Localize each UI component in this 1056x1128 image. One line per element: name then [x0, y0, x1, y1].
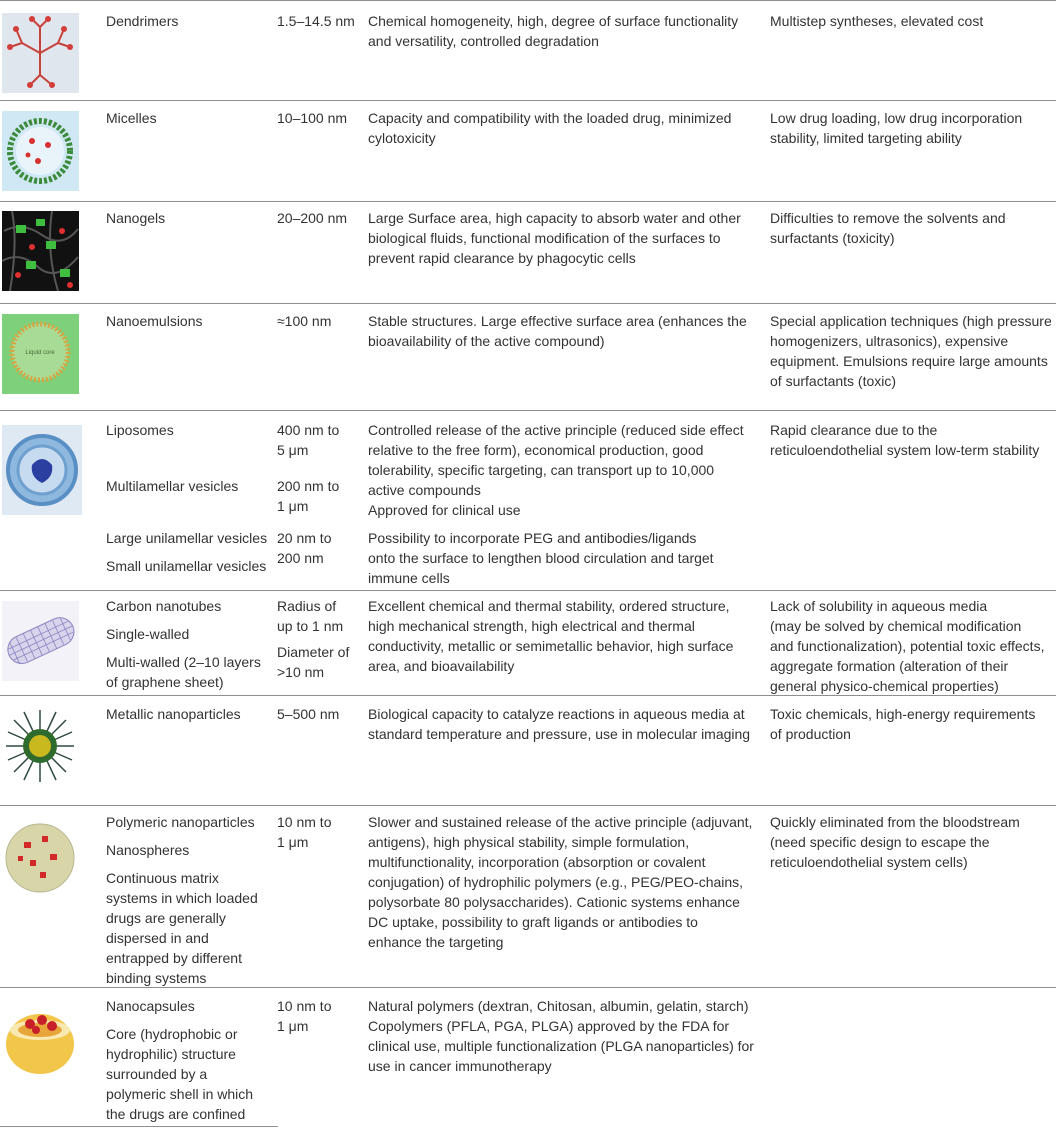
size-range: 5–500 nm: [277, 706, 340, 722]
nanocarrier-name: Nanogels: [106, 210, 166, 226]
nanocapsule-icon: [2, 1000, 79, 1080]
size-range: 400 nm to 5 μm: [277, 422, 340, 458]
table-row-polymeric-nanoparticles: [0, 805, 1056, 988]
nanocarrier-name: Nanoemulsions: [106, 313, 203, 329]
disadvantages-text: Lack of solubility in aqueous media (may be solved by chemical modification and functionalization), potential toxic effects, aggregate formation (alteration of their general physico-chemical properties): [770, 598, 1045, 694]
advantages-text: Controlled release of the active principle (reduced side effect relative to the free form), economical production, good tolerability, specific targeting, can transport up to 10,000 active compounds Approved for clinical use: [368, 422, 744, 518]
advantages-text-unilamellar: Possibility to incorporate PEG and antibodies/ligands onto the surface to lengthen blood circulation and target immune cells: [368, 530, 714, 586]
disadvantages-text: Multistep syntheses, elevated cost: [770, 13, 984, 29]
table-row-liposomes: [0, 410, 1056, 591]
size-range: 20–200 nm: [277, 210, 348, 226]
advantages-text: Biological capacity to catalyze reactions in aqueous media at standard temperature and pressure, use in molecular imaging: [368, 706, 751, 742]
size-range: ≈100 nm: [277, 313, 332, 329]
advantages-text: Slower and sustained release of the active principle (adjuvant, antigens), high physical stability, simple formulation, multifunctionality, incorporation (absorption or covalent conjugation) of hydrophilic polymers (e.g., PEG/PEO-chains, polysorbate 80 polysaccharides). Cationic systems enhance DC uptake, possibility to graft ligands or antibodies to enhance the targeting: [368, 814, 753, 950]
disadvantages-text: Toxic chemicals, high-energy requirements of production: [770, 706, 1036, 742]
table-row-metallic-nanoparticles: [0, 695, 1056, 806]
size-range: 10 nm to 1 μm: [277, 998, 332, 1034]
nanotube-subtype-multi-walled: Multi-walled (2–10 layers of graphene sheet): [106, 654, 261, 690]
size-range: 10–100 nm: [277, 110, 348, 126]
table-row-nanocapsules: [0, 987, 1056, 1127]
advantages-text: Stable structures. Large effective surface area (enhances the bioavailability of the active compound): [368, 313, 747, 349]
table-row-nanoemulsions: [0, 303, 1056, 411]
liposome-subtype-small-unilamellar: Small unilamellar vesicles: [106, 558, 267, 574]
nanocarrier-name: Dendrimers: [106, 13, 179, 29]
table-row-carbon-nanotubes: [0, 590, 1056, 696]
table-row-micelles: [0, 100, 1056, 202]
size-range: Radius of up to 1 nm: [277, 598, 344, 634]
size-range-unilamellar: 20 nm to 200 nm: [277, 530, 332, 566]
advantages-text: Capacity and compatibility with the loaded drug, minimized cylotoxicity: [368, 110, 732, 146]
nanocapsules-description: Core (hydrophobic or hydrophilic) structure surrounded by a polymeric shell in which the drugs are confined: [106, 1026, 254, 1122]
liposome-subtype-large-unilamellar: Large unilamellar vesicles: [106, 530, 268, 546]
liposome-icon: [2, 425, 82, 515]
nanogel-icon: [2, 211, 79, 291]
disadvantages-text: Difficulties to remove the solvents and surfactants (toxicity): [770, 210, 1006, 246]
nanotube-subtype-single-walled: Single-walled: [106, 626, 190, 642]
nanocarrier-name: Micelles: [106, 110, 157, 126]
nanocarrier-name: Liposomes: [106, 422, 174, 438]
nanoemulsion-icon: [2, 314, 79, 394]
carbon-nanotube-icon: [2, 601, 79, 681]
size-range-multilamellar: 200 nm to 1 μm: [277, 478, 340, 514]
disadvantages-text: Rapid clearance due to the reticuloendothelial system low-term stability: [770, 422, 1040, 458]
dendrimer-icon: [2, 13, 79, 93]
nanocarrier-name: Polymeric nanoparticles: [106, 814, 255, 830]
nanocarrier-name: Metallic nanoparticles: [106, 706, 241, 722]
polymeric-nanoparticle-icon: [2, 818, 79, 898]
nanocarrier-name: Nanocapsules: [106, 998, 195, 1014]
nanocarrier-name: Carbon nanotubes: [106, 598, 222, 614]
advantages-text: Excellent chemical and thermal stability, ordered structure, high mechanical strength, high electrical and thermal conductivity, metallic or semimetallic behavior, high surface area, and bioavailability: [368, 598, 734, 674]
polymeric-subtype-nanospheres: Nanospheres: [106, 842, 190, 858]
micelle-icon: [2, 111, 79, 191]
table-row-nanogels: [0, 201, 1056, 304]
disadvantages-text: Quickly eliminated from the bloodstream (need specific design to escape the reticuloendothelial system cells): [770, 814, 1020, 870]
size-range-multi-walled: Diameter of >10 nm: [277, 644, 350, 680]
advantages-text: Chemical homogeneity, high, degree of surface functionality and versatility, controlled degradation: [368, 13, 739, 49]
table-bottom-rule: [0, 1126, 278, 1127]
nanospheres-description: Continuous matrix systems in which loaded drugs are generally dispersed in and entrapped by different binding systems: [106, 870, 258, 986]
size-range: 1.5–14.5 nm: [277, 13, 355, 29]
disadvantages-text: Low drug loading, low drug incorporation stability, limited targeting ability: [770, 110, 1023, 146]
size-range: 10 nm to 1 μm: [277, 814, 332, 850]
disadvantages-text: Special application techniques (high pressure homogenizers, ultrasonics), expensive equipment. Emulsions require large amounts of surfactants (toxic): [770, 313, 1052, 389]
metallic-nanoparticle-icon: [2, 706, 79, 786]
advantages-text: Large Surface area, high capacity to absorb water and other biological fluids, functional modification of the surfaces to prevent rapid clearance by phagocytic cells: [368, 210, 741, 266]
table-row-dendrimers: [0, 0, 1056, 101]
liposome-subtype-multilamellar: Multilamellar vesicles: [106, 478, 239, 494]
advantages-text: Natural polymers (dextran, Chitosan, albumin, gelatin, starch) Copolymers (PFLA, PGA, PLGA) approved by the FDA for clinical use, multiple functionalization (PLGA nanoparticles) for use in cancer immunotherapy: [368, 998, 754, 1074]
image-caption: Liquid core: [25, 350, 55, 356]
